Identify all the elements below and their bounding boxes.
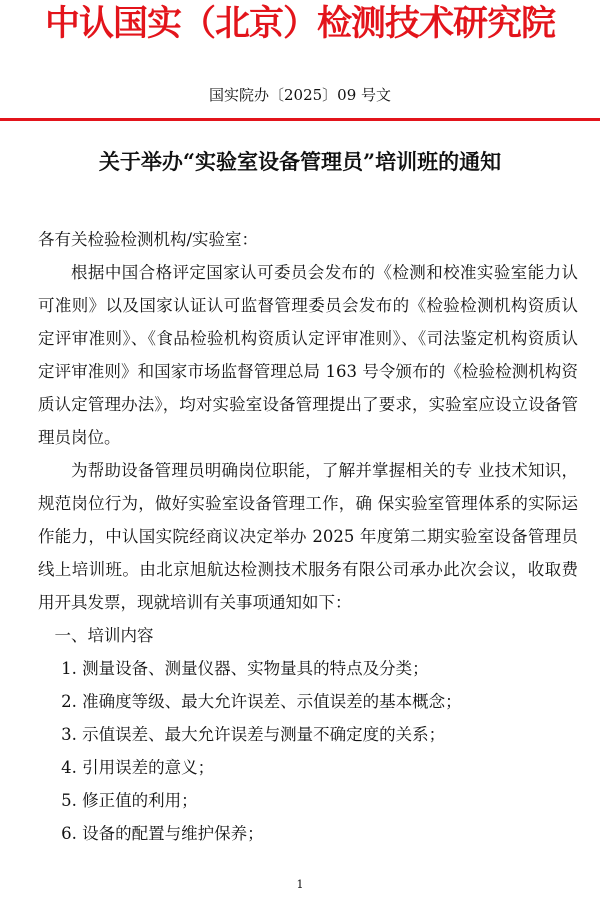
section-heading: 一、培训内容	[54, 626, 154, 645]
list-item: 6. 设备的配置与维护保养；	[61, 824, 264, 843]
header-divider	[0, 118, 600, 121]
paragraph-1: 根据中国合格评定国家认可委员会发布的《检测和校准实验室能力认可准则》以及国家认证认可监督管理委员会发布的《检验检测机构资质认定评审准则》、《食品检验机构资质认定评审准则》、《司法鉴定机构资质认定评审准则》和国家市场监督管理总局 163 号令颁布的《检验检测机构资质认定管理办法》，均对实验室设备管理提出了要求，实验室应设立设备管理员岗位。	[38, 263, 578, 447]
list-item: 5. 修正值的利用；	[61, 791, 198, 810]
page-number: 1	[296, 878, 304, 891]
list-item: 1. 测量设备、测量仪器、实物量具的特点及分类；	[61, 659, 429, 678]
list-item: 3. 示值误差、最大允许误差与测量不确定度的关系；	[61, 725, 446, 744]
list-item: 2. 准确度等级、最大允许误差、示值误差的基本概念；	[61, 692, 462, 711]
doc-number: 国实院办〔2025〕09 号文	[208, 86, 392, 104]
list-item: 4. 引用误差的意义；	[61, 758, 215, 777]
salutation: 各有关检验检测机构/实验室：	[38, 230, 259, 249]
org-header: 中认国实（北京）检测技术研究院	[44, 4, 555, 44]
notice-body	[38, 223, 578, 850]
paragraph-2: 为帮助设备管理员明确岗位职能，了解并掌握相关的专 业技术知识，规范岗位行为，做好实验室设备管理工作，确 保实验室管理体系的实际运作能力，中认国实院经商议决定举办 2025 年度第二期实验室设备管理员线上培训班。由北京旭航达检测技术服务有限公司承办此次会议，收取费用开具发票，现就培训有关事项通知如下：	[38, 461, 578, 612]
notice-title: 关于举办“实验室设备管理员”培训班的通知	[98, 149, 502, 174]
